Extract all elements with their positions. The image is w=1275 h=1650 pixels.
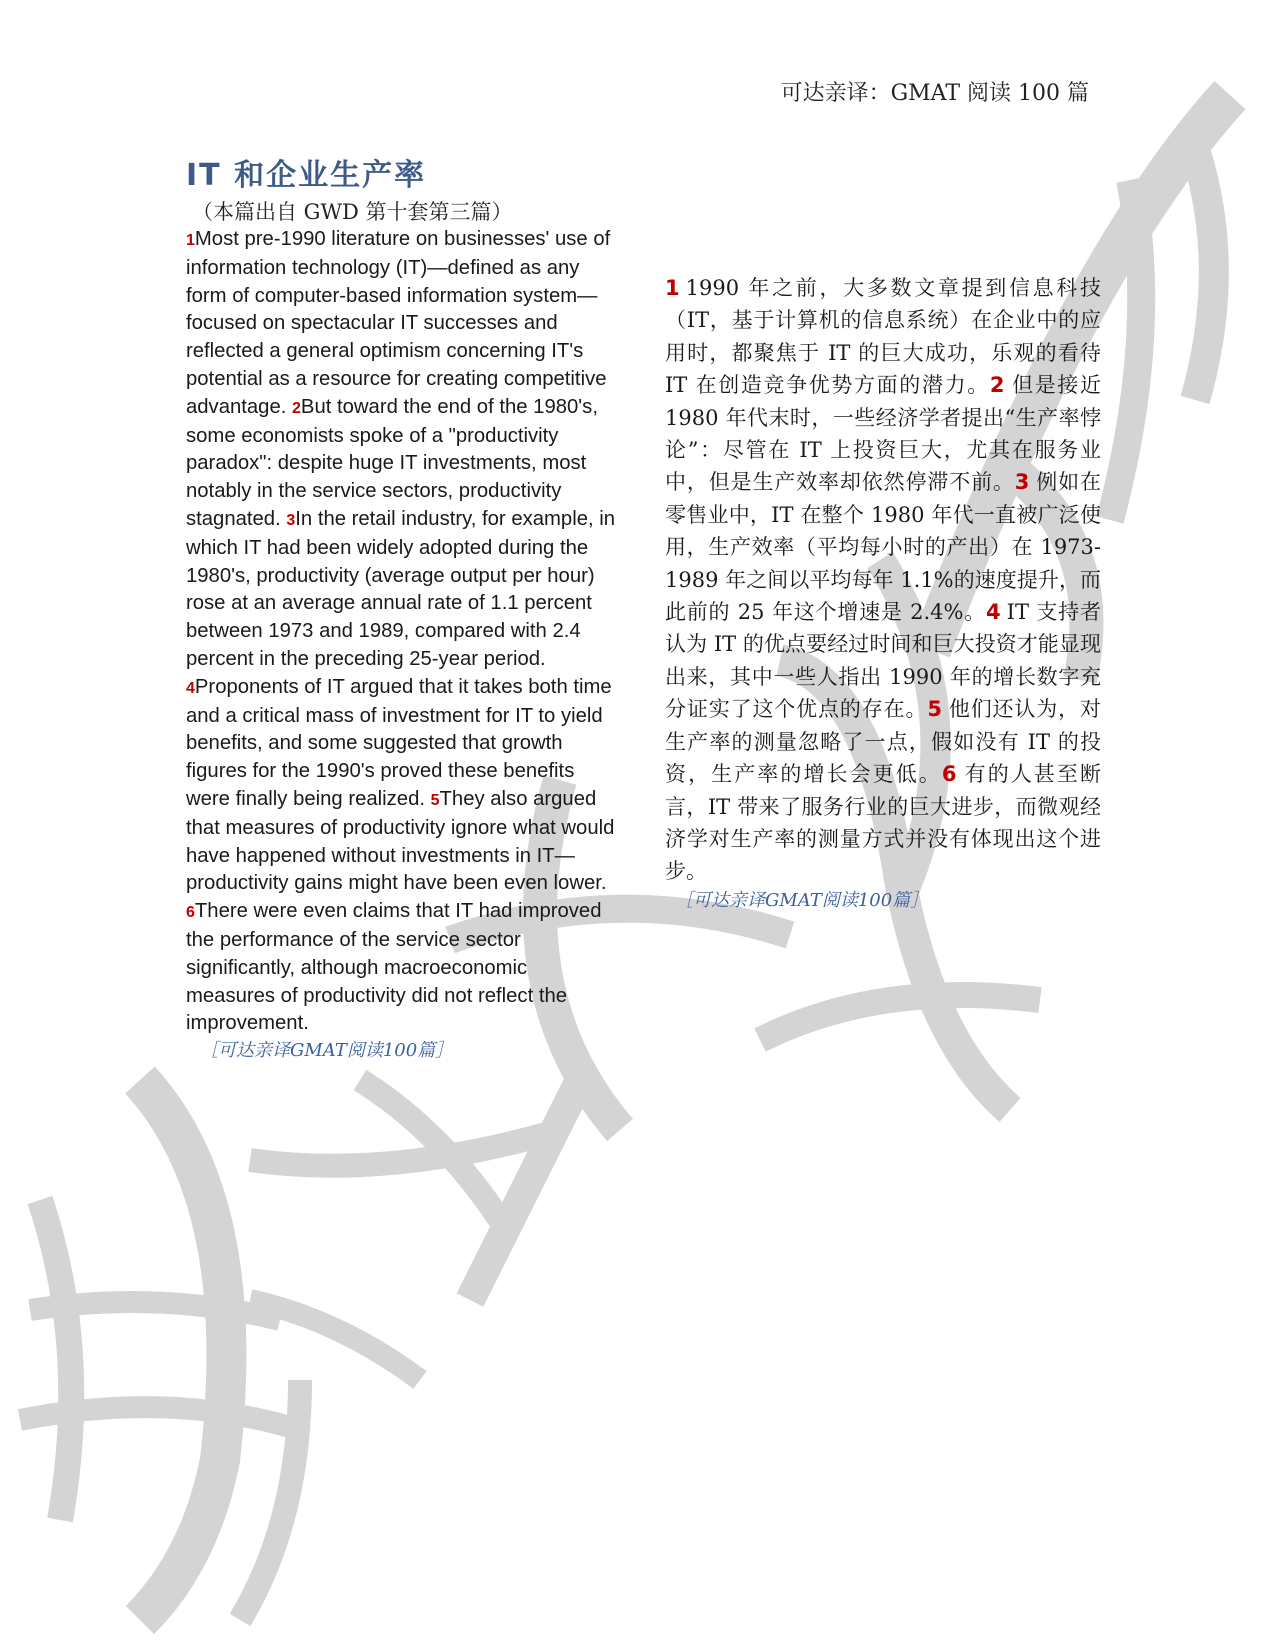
page-subtitle: （本篇出自 GWD 第十套第三篇） [192,200,513,224]
english-sentence: In the retail industry, for example, in which IT had been widely adopted during the 1980's, productivity (average output per hour) rose at an average annual rate of 1.1 percent between 1973 and 1989, compared with 2.4 percent in the preceding 25-year period. [186,507,616,670]
sentence-number: 3 [1014,470,1030,495]
running-header: 可达亲译：GMAT 阅读 100 篇 [780,81,1089,106]
english-sentence: They also argued that measures of productivity ignore what would have happened without investments in IT—productivity gains might have been even lower. [186,787,615,895]
sentence-number: 5 [927,697,942,722]
chinese-sentence: 他们还认为，对生产率的测量忽略了一点，假如没有 IT 的投资，生产率的增长会更低。 [665,697,1102,787]
chinese-sentence: 有的人甚至断言，IT 带来了服务行业的巨大进步，而微观经济学对生产率的测量方式并没有体现出这个进步。 [665,762,1102,884]
sentence-number: 2 [292,399,301,417]
chinese-sentence: IT 支持者认为 IT 的优点要经过时间和巨大投资才能显现出来，其中一些人指出 1990 年的增长数字充分证实了这个优点的存在。 [665,600,1101,722]
english-sentence: Proponents of IT argued that it takes both time and a critical mass of investment for IT to yield benefits, and some suggested that growth figures for the 1990's proved these benefits were finally being realized. [186,675,612,810]
sentence-number: 6 [186,904,195,922]
sentence-number: 4 [186,679,195,697]
chinese-sentence: 但是接近 1980 年代末时，一些经济学者提出“生产率悖论”：尽管在 IT 上投资巨大，尤其在服务业中，但是生产效率却依然停滞不前。 [665,373,1101,495]
sentence-number: 6 [941,762,957,787]
sentence-number: 1 [186,232,195,249]
page-title: IT 和企业生产率 [186,158,427,193]
sentence-number: 5 [430,791,440,809]
sentence-number: 2 [989,373,1005,398]
sentence-number: 4 [986,600,1001,625]
english-passage [186,226,616,1064]
source-credit: ［可达亲译GMAT阅读100篇］ [675,889,929,911]
chinese-sentence: 1990 年之前，大多数文章提到信息科技（IT，基于计算机的信息系统）在企业中的应用时，都聚焦于 IT 的巨大成功，乐观的看待 IT 在创造竞争优势方面的潜力。 [665,276,1101,398]
english-sentence: But toward the end of the 1980's, some economists spoke of a "productivity paradox": despite huge IT investments, most notably in the service sectors, productivity stagnated. [186,395,598,530]
sentence-number: 3 [286,511,296,529]
source-credit: ［可达亲译GMAT阅读100篇］ [200,1040,454,1062]
english-sentence: Most pre-1990 literature on businesses' use of information technology (IT)—defined as any form of computer-based information system—focused on spectacular IT successes and reflected a general optimism concerning IT's potential as a resource for creating competitive advantage. [186,228,611,418]
chinese-sentence: 例如在零售业中，IT 在整个 1980 年代一直被广泛使用，生产效率（平均每小时的产出）在 1973-1989 年之间以平均每年 1.1%的速度提升，而此前的 25 年这个增速是 2.4%。 [665,470,1102,625]
english-sentence: There were even claims that IT had improved the performance of the service sector significantly, although macroeconomic measures of productivity did not reflect the improvement. [186,900,602,1035]
sentence-number: 1 [665,276,680,300]
chinese-translation [665,272,1101,914]
